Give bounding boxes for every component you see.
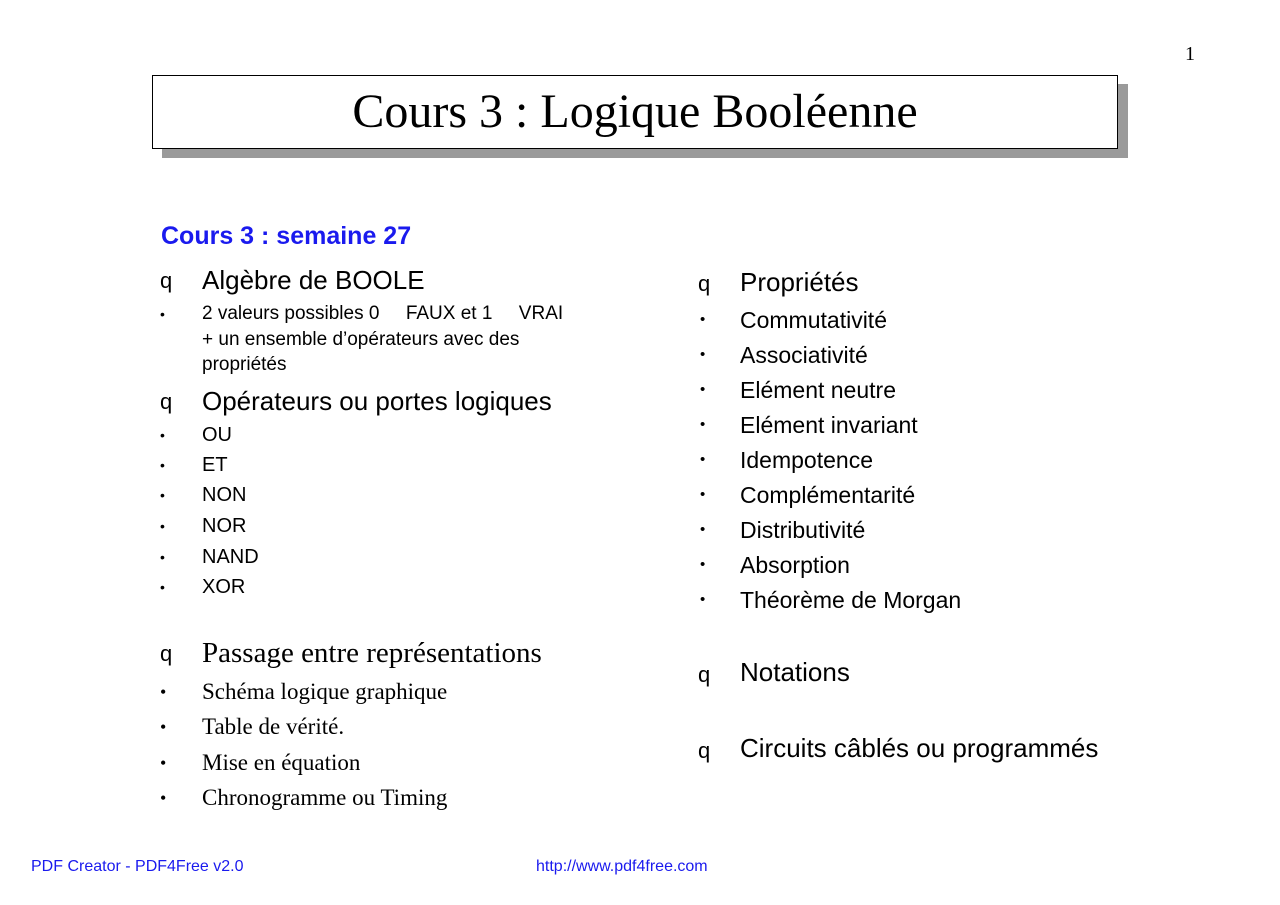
list-item	[160, 483, 460, 507]
bullet-marker: •	[160, 306, 165, 322]
bullet-marker: •	[700, 521, 706, 538]
operator-label: NOR	[202, 515, 247, 537]
bullet-marker: •	[160, 682, 167, 702]
section-heading: Propriétés	[740, 267, 859, 297]
operator-label: ET	[202, 454, 228, 476]
list-item	[160, 545, 460, 569]
bullet-marker: •	[160, 457, 165, 473]
property-label: Absorption	[740, 552, 850, 578]
section-circuits	[698, 732, 1158, 764]
section-heading: Notations	[740, 657, 850, 687]
bullet-marker: •	[700, 416, 706, 433]
bullet-marker: •	[700, 381, 706, 398]
bullet-marker: •	[700, 556, 706, 573]
list-item	[160, 713, 560, 741]
operator-label: NON	[202, 484, 247, 506]
section-algebre-de-boole	[160, 264, 640, 296]
section-passage	[160, 636, 640, 670]
list-item	[698, 377, 1098, 403]
list-item	[698, 482, 1098, 508]
property-label: Complémentarité	[740, 482, 916, 508]
section-marker: q	[698, 271, 711, 296]
representation-label: Chronogramme ou Timing	[202, 785, 448, 810]
bullet-marker: •	[160, 518, 165, 534]
footer-url-link[interactable]: http://www.pdf4free.com	[536, 858, 708, 875]
section-marker: q	[160, 641, 173, 666]
list-item	[160, 575, 460, 599]
bullet-marker: •	[160, 579, 165, 595]
property-label: Théorème de Morgan	[740, 587, 962, 613]
operator-label: NAND	[202, 546, 259, 568]
section-heading: Opérateurs ou portes logiques	[202, 386, 552, 416]
representation-label: Schéma logique graphique	[202, 679, 448, 704]
property-label: Elément invariant	[740, 412, 918, 438]
list-item	[160, 514, 460, 538]
section-heading: Circuits câblés ou programmés	[740, 733, 1099, 763]
list-item	[160, 678, 560, 706]
section-heading: Algèbre de BOOLE	[202, 265, 425, 295]
section-proprietes	[698, 266, 1118, 298]
bullet-marker: •	[160, 788, 167, 808]
bullet-marker: •	[160, 549, 165, 565]
operator-label: OU	[202, 424, 232, 446]
list-item	[698, 412, 1098, 438]
section-heading: Passage entre représentations	[202, 637, 542, 669]
section-marker: q	[160, 389, 173, 414]
bullet-marker: •	[160, 717, 167, 737]
section-notations	[698, 656, 1118, 688]
list-item	[698, 447, 1098, 473]
bullet-marker: •	[700, 486, 706, 503]
bullet-valeurs-possibles	[160, 302, 640, 326]
section-operateurs	[160, 385, 640, 417]
bullet-text: 2 valeurs possibles 0 FAUX et 1 VRAI	[202, 303, 564, 324]
title-box	[152, 75, 1118, 149]
section-marker: q	[698, 662, 711, 687]
list-item	[160, 423, 460, 447]
page-number: 1	[1185, 43, 1195, 65]
list-item	[698, 552, 1098, 578]
property-label: Commutativité	[740, 307, 887, 333]
continuation-line: + un ensemble d’opérateurs avec des	[202, 329, 520, 350]
list-item	[698, 307, 1098, 333]
list-item	[698, 587, 1098, 613]
property-label: Distributivité	[740, 517, 866, 543]
bullet-marker: •	[700, 311, 706, 328]
list-item	[698, 342, 1098, 368]
bullet-marker: •	[700, 591, 706, 608]
footer-creator: PDF Creator - PDF4Free v2.0	[31, 858, 244, 875]
bullet-marker: •	[700, 346, 706, 363]
continuation-line: propriétés	[202, 354, 287, 375]
bullet-marker: •	[160, 753, 167, 773]
list-item	[160, 784, 560, 812]
course-week-heading: Cours 3 : semaine 27	[161, 222, 412, 250]
property-label: Elément neutre	[740, 377, 896, 403]
representation-label: Table de vérité.	[202, 714, 345, 739]
bullet-marker: •	[160, 487, 165, 503]
list-item	[160, 749, 560, 777]
section-marker: q	[160, 268, 173, 293]
section-marker: q	[698, 738, 711, 763]
page-title: Cours 3 : Logique Booléenne	[352, 85, 918, 138]
bullet-marker: •	[700, 451, 706, 468]
representation-label: Mise en équation	[202, 750, 361, 775]
list-item	[160, 453, 460, 477]
bullet-marker: •	[160, 427, 165, 443]
property-label: Idempotence	[740, 447, 873, 473]
property-label: Associativité	[740, 342, 868, 368]
operator-label: XOR	[202, 576, 246, 598]
list-item	[698, 517, 1098, 543]
